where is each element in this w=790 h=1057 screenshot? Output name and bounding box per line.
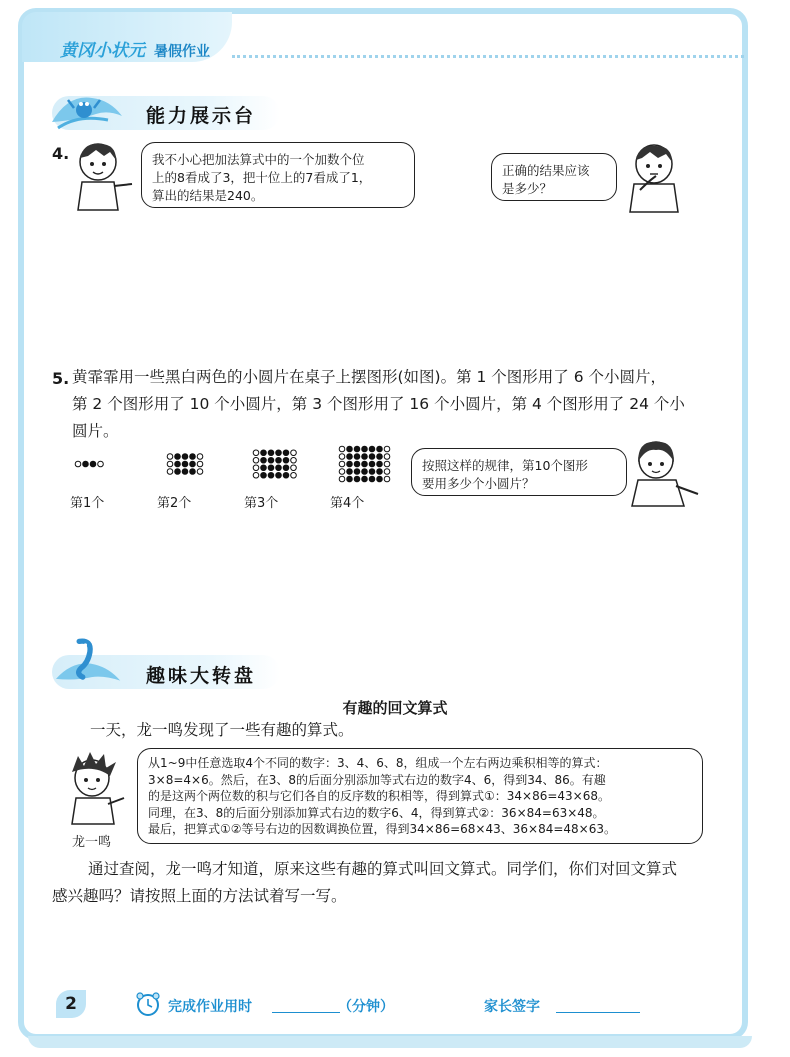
pattern-3 bbox=[253, 450, 296, 478]
header-subtitle: 暑假作业 bbox=[154, 44, 210, 60]
black-dot bbox=[283, 465, 289, 471]
black-dot bbox=[369, 476, 375, 482]
brand-logo: 黄冈小状元 bbox=[60, 41, 145, 61]
text-line: 通过查阅，龙一鸣才知道，原来这些有趣的算式叫回文算式。同学们，你们对回文算式 bbox=[88, 860, 678, 878]
black-dot bbox=[377, 454, 383, 460]
question-number-4: 4. bbox=[52, 144, 70, 163]
bubble-line: 从1~9中任意选取4个不同的数字：3、4、6、8，组成一个左右两边乘积相等的算式： bbox=[148, 756, 608, 770]
pattern-2 bbox=[167, 454, 203, 475]
black-dot bbox=[354, 469, 360, 475]
black-dot bbox=[369, 454, 375, 460]
black-dot bbox=[354, 446, 360, 452]
section-title-ability: 能力展示台 bbox=[146, 105, 257, 127]
black-dot bbox=[283, 472, 289, 478]
article-heading: 有趣的回文算式 bbox=[342, 699, 448, 717]
bubble-line: 的是这两个两位数的积与它们各自的反序数的积相等，得到算式①：34×86=43×68。 bbox=[148, 789, 611, 803]
clock-icon bbox=[134, 991, 162, 1017]
black-dot bbox=[347, 476, 353, 482]
bubble-line: 上的8看成了3，把十位上的7看成了1， bbox=[152, 170, 372, 185]
black-dot bbox=[276, 465, 282, 471]
pattern-label-3: 第3个 bbox=[244, 496, 279, 511]
black-dot bbox=[190, 461, 196, 467]
bubble-line: 算出的结果是240。 bbox=[152, 188, 264, 203]
question-number-5: 5. bbox=[52, 369, 70, 388]
article-intro: 一天，龙一鸣发现了一些有趣的算式。 bbox=[90, 721, 354, 739]
pattern-label-4: 第4个 bbox=[330, 496, 365, 511]
white-dot bbox=[197, 461, 203, 467]
black-dot bbox=[276, 450, 282, 456]
bubble-line: 要用多少个小圆片？ bbox=[422, 476, 535, 491]
bubble-line: 按照这样的规律，第10个图形 bbox=[422, 458, 588, 473]
black-dot bbox=[261, 472, 267, 478]
black-dot bbox=[354, 476, 360, 482]
text-line: 黄霏霏用一些黑白两色的小圆片在桌子上摆图形(如图)。第 1 个图形用了 6 个小圆片， bbox=[72, 368, 667, 386]
text-line: 感兴趣吗？请按照上面的方法试着写一写。 bbox=[52, 887, 347, 905]
time-input-line[interactable] bbox=[272, 1012, 340, 1013]
speech-bubble-q4-right bbox=[491, 153, 617, 201]
white-dot bbox=[253, 450, 259, 456]
black-dot bbox=[90, 461, 96, 467]
bubble-line: 我不小心把加法算式中的一个加数个位 bbox=[152, 152, 365, 167]
black-dot bbox=[283, 450, 289, 456]
black-dot bbox=[261, 457, 267, 463]
black-dot bbox=[362, 469, 368, 475]
girl-character-icon bbox=[626, 438, 702, 510]
bubble-line: 3×8=4×6。然后，在3、8的后面分别添加等式右边的数字4、6，得到34、86。有趣 bbox=[148, 772, 606, 787]
black-dot bbox=[268, 457, 274, 463]
white-dot bbox=[98, 461, 104, 467]
black-dot bbox=[182, 461, 188, 467]
black-dot bbox=[276, 457, 282, 463]
bubble-line: 最后，把算式①②等号右边的因数调换位置，得到34×86=68×43、36×84=48×63。 bbox=[148, 822, 617, 836]
white-dot bbox=[339, 469, 345, 475]
parent-sign-line[interactable] bbox=[556, 1012, 640, 1013]
question-5-text bbox=[72, 364, 742, 445]
speech-bubble-q5 bbox=[411, 448, 627, 496]
black-dot bbox=[369, 461, 375, 467]
black-dot bbox=[283, 457, 289, 463]
black-dot bbox=[268, 465, 274, 471]
white-dot bbox=[339, 446, 345, 452]
white-dot bbox=[339, 476, 345, 482]
text-line: 圆片。 bbox=[72, 422, 119, 440]
white-dot bbox=[167, 454, 173, 460]
black-dot bbox=[362, 454, 368, 460]
pattern-1 bbox=[75, 461, 103, 467]
white-dot bbox=[167, 469, 173, 475]
circle-patterns bbox=[60, 440, 400, 490]
section-title-fun: 趣味大转盘 bbox=[146, 665, 257, 687]
black-dot bbox=[377, 446, 383, 452]
black-dot bbox=[347, 461, 353, 467]
bubble-line: 是多少？ bbox=[502, 181, 553, 196]
pattern-4 bbox=[339, 446, 390, 482]
black-dot bbox=[347, 454, 353, 460]
longyiming-character-icon bbox=[64, 752, 126, 826]
white-dot bbox=[253, 465, 259, 471]
white-dot bbox=[384, 469, 390, 475]
parent-sign-label: 家长签字 bbox=[484, 999, 540, 1015]
black-dot bbox=[190, 454, 196, 460]
black-dot bbox=[261, 450, 267, 456]
thinking-boy-icon bbox=[620, 140, 690, 216]
white-dot bbox=[384, 461, 390, 467]
black-dot bbox=[268, 472, 274, 478]
white-dot bbox=[253, 472, 259, 478]
time-label: 完成作业用时 bbox=[168, 999, 252, 1015]
black-dot bbox=[182, 454, 188, 460]
white-dot bbox=[339, 461, 345, 467]
white-dot bbox=[253, 457, 259, 463]
black-dot bbox=[377, 476, 383, 482]
white-dot bbox=[291, 472, 297, 478]
black-dot bbox=[377, 469, 383, 475]
black-dot bbox=[347, 446, 353, 452]
white-dot bbox=[167, 461, 173, 467]
black-dot bbox=[362, 446, 368, 452]
black-dot bbox=[354, 454, 360, 460]
page-shadow bbox=[28, 1036, 752, 1048]
black-dot bbox=[369, 446, 375, 452]
pattern-label-2: 第2个 bbox=[157, 496, 192, 511]
text-line: 第 2 个图形用了 10 个小圆片，第 3 个图形用了 16 个小圆片，第 4 个图形用了 24 个小 bbox=[72, 395, 685, 413]
black-dot bbox=[175, 454, 181, 460]
speech-bubble-palindrome bbox=[137, 748, 703, 844]
black-dot bbox=[354, 461, 360, 467]
black-dot bbox=[175, 461, 181, 467]
black-dot bbox=[276, 472, 282, 478]
white-dot bbox=[384, 446, 390, 452]
time-unit: （分钟） bbox=[338, 999, 394, 1015]
boy-character-icon bbox=[66, 140, 136, 216]
black-dot bbox=[83, 461, 89, 467]
white-dot bbox=[75, 461, 81, 467]
black-dot bbox=[268, 450, 274, 456]
black-dot bbox=[377, 461, 383, 467]
pattern-label-1: 第1个 bbox=[70, 496, 105, 511]
header-dotted-line bbox=[232, 55, 744, 58]
speech-bubble-q4-left bbox=[141, 142, 415, 208]
white-dot bbox=[291, 457, 297, 463]
black-dot bbox=[182, 469, 188, 475]
page-number: 2 bbox=[56, 990, 86, 1018]
white-dot bbox=[197, 469, 203, 475]
black-dot bbox=[261, 465, 267, 471]
white-dot bbox=[384, 476, 390, 482]
seahorse-wave-icon bbox=[48, 636, 130, 686]
white-dot bbox=[197, 454, 203, 460]
black-dot bbox=[362, 476, 368, 482]
bubble-line: 同理，在3、8的后面分别添加算式右边的数字6、4，得到算式②：36×84=63×48。 bbox=[148, 805, 605, 820]
white-dot bbox=[384, 454, 390, 460]
white-dot bbox=[291, 465, 297, 471]
bubble-line: 正确的结果应该 bbox=[502, 163, 590, 178]
white-dot bbox=[339, 454, 345, 460]
black-dot bbox=[369, 469, 375, 475]
crab-wave-icon bbox=[48, 84, 130, 134]
black-dot bbox=[347, 469, 353, 475]
article-closing bbox=[52, 856, 742, 910]
black-dot bbox=[190, 469, 196, 475]
black-dot bbox=[362, 461, 368, 467]
black-dot bbox=[175, 469, 181, 475]
white-dot bbox=[291, 450, 297, 456]
character-name-label: 龙一鸣 bbox=[72, 835, 112, 850]
